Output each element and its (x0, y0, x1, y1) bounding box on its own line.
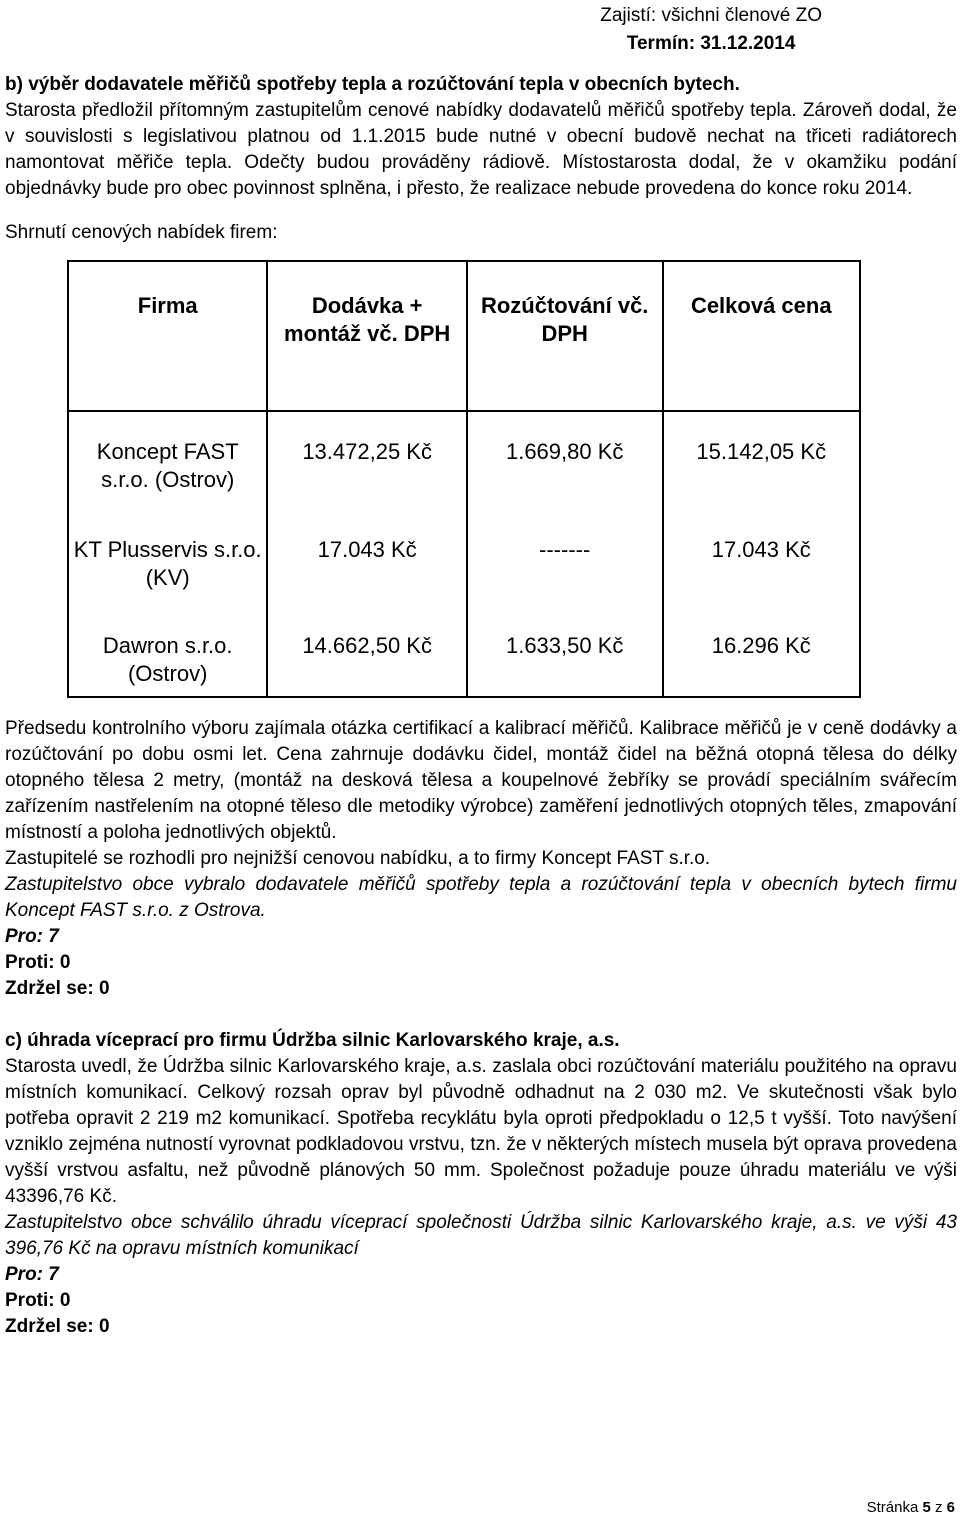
cell-delivery: 14.662,50 Kč (267, 612, 466, 697)
cell-billing: 1.633,50 Kč (467, 612, 663, 697)
col-header-billing: Rozúčtování vč. DPH (467, 261, 663, 411)
assignee-line: Zajistí: všichni členové ZO (600, 5, 822, 26)
cell-total: 17.043 Kč (663, 516, 860, 612)
section-c-title: c) úhrada víceprací pro firmu Údržba silnic Karlovarského kraje, a.s. (5, 1030, 620, 1051)
document-body (5, 72, 957, 1340)
deadline-line: Termín: 31.12.2014 (626, 33, 796, 54)
offers-table (67, 260, 861, 698)
section-c-vote-for: Pro: 7 (5, 1264, 59, 1285)
table-row (68, 411, 860, 516)
col-header-delivery: Dodávka + montáž vč. DPH (267, 261, 466, 411)
section-b-vote-against: Proti: 0 (5, 952, 71, 973)
section-b-vote-for: Pro: 7 (5, 926, 59, 947)
task-assignment (600, 2, 822, 58)
section-b-paragraph-2: Předsedu kontrolního výboru zajímala otázka certifikací a kalibrací měřičů. Kalibrace měřičů je v ceně dodávky a rozúčtování po dobu osmi let. Cena zahrnuje dodávku čidel, montáž čidel na běžná otopná tělesa do délky otopného tělesa 2 metry, (montáž na desková tělesa a koupelnové žebříky se provádí speciálním svářecím zařízením nastřelením na otopné těleso dle metodiky výrobce) zaměření jednotlivých otopných těles, zmapování místností a poloha jednotlivých objektů. (5, 718, 957, 843)
section-c-vote-abstain: Zdržel se: 0 (5, 1316, 110, 1337)
table-header-row (68, 261, 860, 411)
col-header-company: Firma (68, 261, 267, 411)
col-header-total: Celková cena (663, 261, 860, 411)
cell-company: Dawron s.r.o. (Ostrov) (68, 612, 267, 697)
page-number: Stránka 5 z 6 (866, 1499, 955, 1516)
section-b-title: b) výběr dodavatele měřičů spotřeby tepla a rozúčtování tepla v obecních bytech. (5, 74, 740, 95)
offers-summary-label: Shrnutí cenových nabídek firem: (5, 222, 278, 243)
cell-delivery: 13.472,25 Kč (267, 411, 466, 516)
section-b-paragraph-1: Starosta předložil přítomným zastupitelům cenové nabídky dodavatelů měřičů spotřeby tepla. Zároveň dodal, že v souvislosti s legislativou platnou od 1.1.2015 bude nutné v obecní budově nechat na třiceti radiátorech namontovat měřiče tepla. Odečty budou prováděny rádiově. Místostarosta dodal, že v okamžiku podání objednávky bude pro obec povinnost splněna, i přesto, že realizace nebude provedena do konce roku 2014. (5, 100, 957, 199)
table-row (68, 516, 860, 612)
section-b-paragraph-3: Zastupitelé se rozhodli pro nejnižší cenovou nabídku, a to firmy Koncept FAST s.r.o. (5, 848, 711, 869)
section-c-vote-against: Proti: 0 (5, 1290, 71, 1311)
cell-billing: 1.669,80 Kč (467, 411, 663, 516)
cell-company: Koncept FAST s.r.o. (Ostrov) (68, 411, 267, 516)
cell-total: 16.296 Kč (663, 612, 860, 697)
section-b-resolution: Zastupitelstvo obce vybralo dodavatele měřičů spotřeby tepla a rozúčtování tepla v obecních bytech firmu Koncept FAST s.r.o. z Ostrova. (5, 874, 957, 921)
cell-company: KT Plusservis s.r.o. (KV) (68, 516, 267, 612)
section-b-vote-abstain: Zdržel se: 0 (5, 978, 110, 999)
table-row (68, 612, 860, 697)
cell-billing: ------- (467, 516, 663, 612)
section-c-paragraph-1: Starosta uvedl, že Údržba silnic Karlovarského kraje, a.s. zaslala obci rozúčtování materiálu použitého na opravu místních komunikací. Celkový rozsah oprav byl původně odhadnut na 2 030 m2. Ve skutečnosti však bylo potřeba opravit 2 219 m2 komunikací. Spotřeba recyklátu byla oproti předpokladu o 12,5 t vyšší. Toto navýšení vzniklo zejména nutností vyrovnat podkladovou vrstvu, tzn. že v některých místech musela být oprava provedena vyšší vrstvou asfaltu, než původně plánových 50 mm. Společnost požaduje pouze úhradu materiálu ve výši 43396,76 Kč. (5, 1056, 957, 1207)
cell-total: 15.142,05 Kč (663, 411, 860, 516)
section-c-resolution: Zastupitelstvo obce schválilo úhradu víceprací společnosti Údržba silnic Karlovarského kraje, a.s. ve výši 43 396,76 Kč na opravu místních komunikací (5, 1212, 957, 1259)
cell-delivery: 17.043 Kč (267, 516, 466, 612)
